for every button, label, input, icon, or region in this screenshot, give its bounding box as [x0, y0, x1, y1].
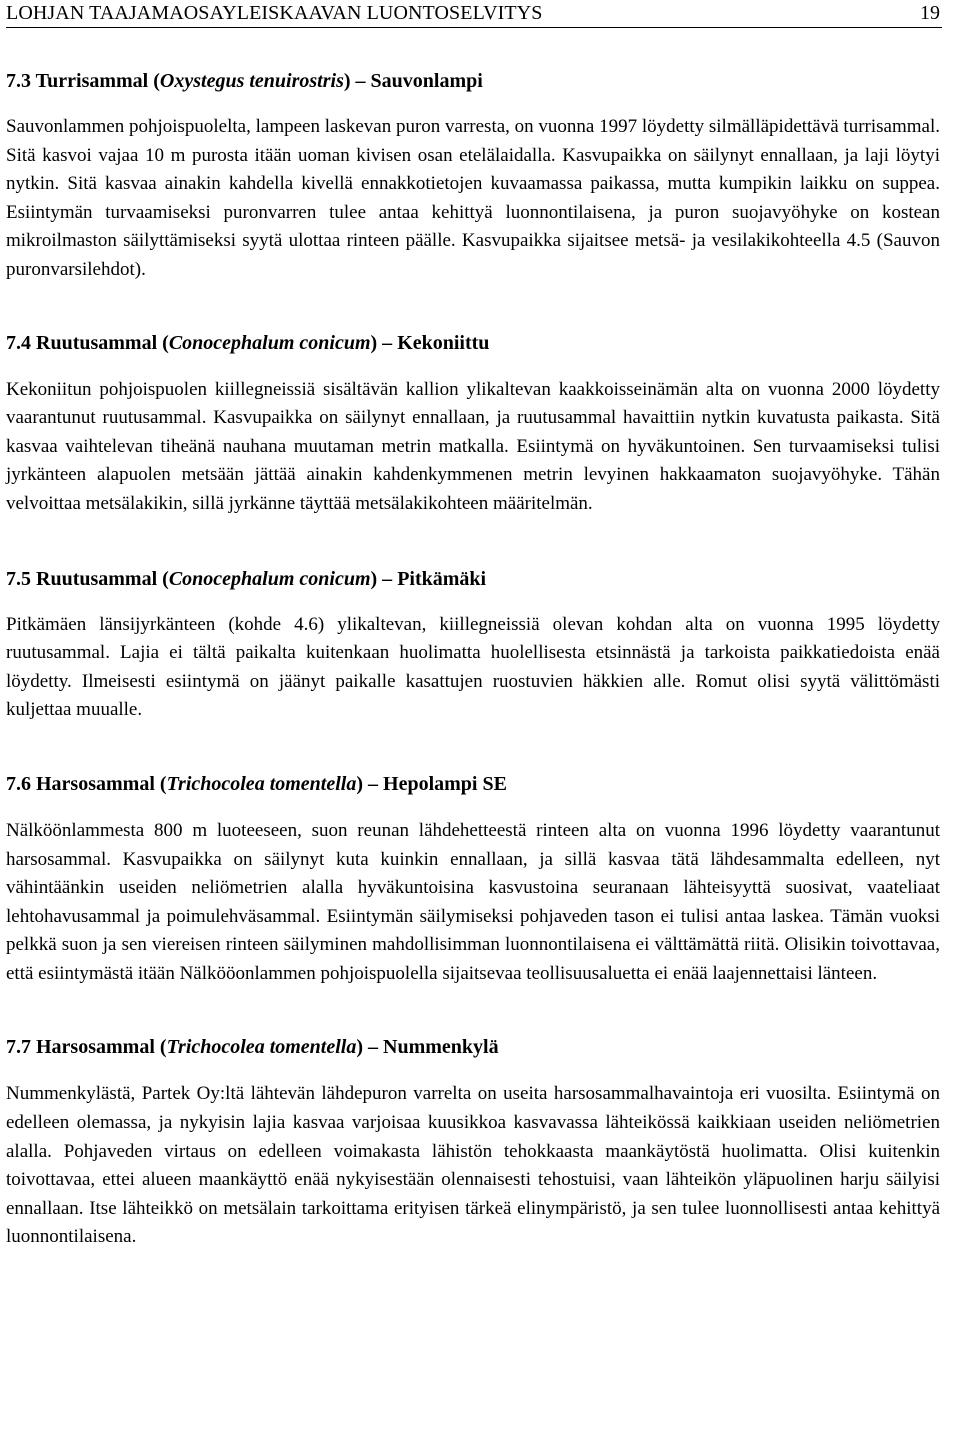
location-name: Kekoniittu — [397, 331, 490, 354]
latin-name: Oxystegus tenuirostris — [159, 70, 344, 92]
page-number: 19 — [920, 2, 940, 24]
section-heading-7-3: 7.3 Turrisammal (Oxystegus tenuirostris) – Sauvonlampi — [6, 70, 483, 92]
section-number: 7.5 — [6, 567, 31, 590]
species-name: Harsosammal — [36, 1036, 155, 1059]
section-number: 7.7 — [6, 1036, 31, 1059]
section-number: 7.6 — [6, 772, 31, 795]
section-number: 7.3 — [6, 70, 31, 92]
species-name: Harsosammal — [36, 772, 155, 795]
section-heading-7-6: 7.6 Harsosammal (Trichocolea tomentella) – Hepolampi SE — [6, 772, 507, 795]
page-header — [6, 0, 942, 28]
section-body-7-3: Sauvonlammen pohjoispuolelta, lampeen laskevan puron varresta, on vuonna 1997 löydetty silmälläpidettävä turrisammal. Sitä kasvoi vajaa 10 m purosta itään uoman kivisen osan etelälaidalla. Kasvupaikka on säilynyt ennallaan, ja laji löytyi nytkin. Sitä kasvaa ainakin kahdella kivellä ennakkotietojen kuvaamassa paikassa, mutta kumpikin laikku on suppea. Esiintymän turvaamiseksi puronvarren tulee antaa kehittyä luonnontilaisena, ja puron suojavyöhyke on kostean mikroilmaston säilyttämiseksi syytä ulottaa rinteen päälle. Kasvupaikka sijaitsee metsä- ja vesilakikohteella 4.5 (Sauvon puronvarsilehdot). — [6, 116, 940, 280]
species-name: Ruutusammal — [36, 567, 158, 590]
document-title: LOHJAN TAAJAMAOSAYLEISKAAVAN LUONTOSELVITYS — [6, 2, 543, 24]
latin-name: Trichocolea tomentella — [166, 772, 357, 795]
section-number: 7.4 — [6, 331, 31, 354]
section-heading-7-5: 7.5 Ruutusammal (Conocephalum conicum) – Pitkämäki — [6, 567, 487, 590]
latin-name: Trichocolea tomentella — [166, 1036, 357, 1059]
section-body-7-6: Nälköönlammesta 800 m luoteeseen, suon reunan lähdehetteestä rinteen alta on vuonna 1996 löydetty vaarantunut harsosammal. Kasvupaikka on säilynyt kuta kuinkin ennallaan, ja sillä kasvaa tätä lähdesammalta edelleen, nyt vähintäänkin useiden neliömetrien alalla hyväkuntoisina kasvustoina seuranaan lähteisyyttä suosivat, vaateliaat lehtohavusammal ja poimulehväsammal. Esiintymän säilymiseksi pohjaveden tason ei tulisi antaa laskea. Tämän vuoksi pelkkä suon ja sen viereisen rinteen säilyminen mahdollisimman luonnontilaisena ei välttämättä riitä. Olisikin toivottavaa, että esiintymästä itään Nälkööonlammen pohjoispuolella sijaitsevaa teollisuusaluetta ei enää laajennettaisi länteen. — [6, 819, 940, 984]
location-name: Hepolampi SE — [383, 772, 507, 795]
latin-name: Conocephalum conicum — [168, 331, 371, 354]
latin-name: Conocephalum conicum — [168, 567, 371, 590]
species-name: Turrisammal — [35, 70, 149, 92]
location-name: Pitkämäki — [397, 567, 487, 590]
section-body-7-7: Nummenkylästä, Partek Oy:ltä lähtevän lähdepuron varrelta on useita harsosammalhavaintoja eri vuosilta. Esiintymä on edelleen olemassa, ja nykyisin lajia kasvaa varjoisaa kuusikkoa kasvavassa lähteikössä kaikkiaan useiden neliömetrien alalla. Pohjaveden virtaus on edelleen voimakasta lähistön tehokkaasta maankäytöstä huolimatta. Olisi kuitenkin toivottavaa, ettei alueen maankäyttö enää nykyisestään olennaisesti tehostuisi, vaan lähteikön yläpuolinen harju säilyisi ennallaan. Itse lähteikkö on metsälain tarkoittama erityisen tärkeä elinympäristö, ja sen tulee luonnollisesti antaa kehittyä luonnontilaisena. — [6, 1083, 940, 1248]
location-name: Nummenkylä — [383, 1036, 499, 1059]
section-body-7-5: Pitkämäen länsijyrkänteen (kohde 4.6) ylikaltevan, kiillegneissiä olevan kohdan alta on vuonna 1995 löydetty ruutusammal. Lajia ei tältä paikalta kuitenkaan huolimatta huolellisesta etsinnästä ja tarkoista paikkatiedoista enää löydetty. Ilmeisesti esiintymä on jäänyt paikalle kasattujen ruostuvien häkkien alle. Romut olisi syytä välittömästi kuljettaa muualle. — [6, 613, 940, 721]
section-body-7-4: Kekoniitun pohjoispuolen kiillegneissiä sisältävän kallion ylikaltevan kaakkoisseinämän alta on vuonna 2000 löydetty vaarantunut ruutusammal. Kasvupaikka on säilynyt ennallaan, ja ruutusammal havaittiin nytkin kuvatusta paikasta. Sitä kasvaa vaihtelevan tiheänä nauhana muutaman metrin matkalla. Esiintymä on hyväkuntoinen. Sen turvaamiseksi tulisi jyrkänteen alapuolen metsään jättää ainakin kahdenkymmenen metrin levyinen hakkaamaton suojavyöhyke. Tähän velvoittaa metsälakikin, sillä jyrkänne täyttää metsälakikohteen määritelmän. — [6, 378, 940, 514]
location-name: Sauvonlampi — [370, 70, 483, 92]
species-name: Ruutusammal — [36, 331, 158, 354]
section-heading-7-7: 7.7 Harsosammal (Trichocolea tomentella) – Nummenkylä — [6, 1036, 499, 1059]
section-heading-7-4: 7.4 Ruutusammal (Conocephalum conicum) – Kekoniittu — [6, 331, 490, 354]
